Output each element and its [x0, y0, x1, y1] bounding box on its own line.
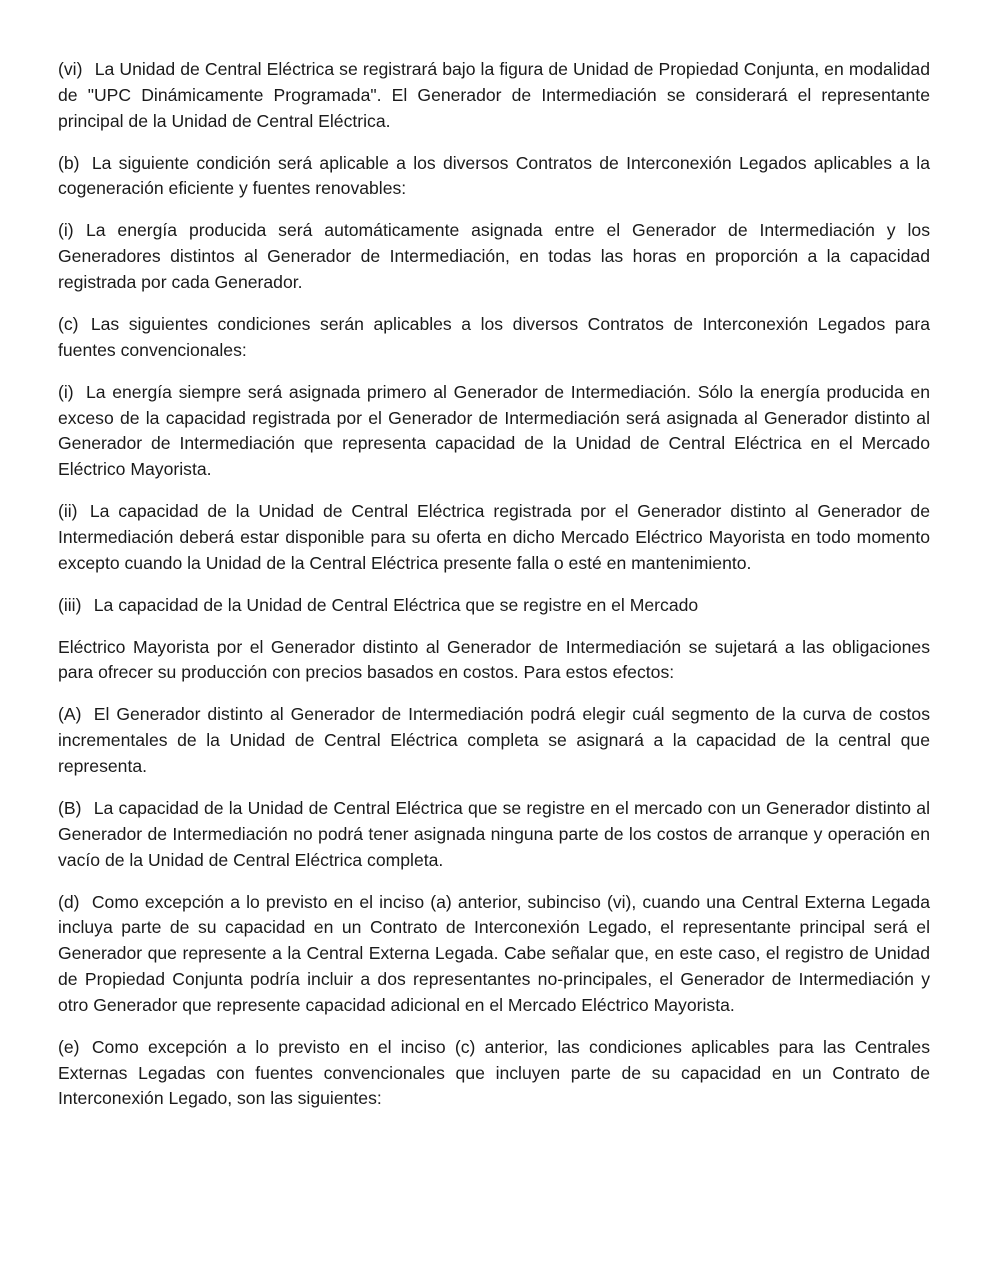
paragraph — [58, 702, 930, 779]
paragraph-text: Las siguientes condiciones serán aplicables a los diversos Contratos de Interconexión Legados para fuentes convencionales: — [58, 313, 930, 360]
paragraph-text: Como excepción a lo previsto en el inciso (a) anterior, subinciso (vi), cuando una Central Externa Legada incluya parte de su capacidad en un Contrato de Interconexión Legado, el representante principal será el Generador que represente a la Central Externa Legada. Cabe señalar que, en este caso, el registro de Unidad de Propiedad Conjunta podría incluir a dos representantes no-principales, el Generador de Intermediación y otro Generador que represente capacidad adicional en el Mercado Eléctrico Mayorista. — [58, 891, 930, 1015]
paragraph — [58, 151, 930, 203]
paragraph-label: (i) — [58, 220, 74, 241]
paragraph — [58, 890, 930, 1019]
paragraph — [58, 1035, 930, 1112]
document-page — [58, 57, 930, 1128]
paragraph-text: Eléctrico Mayorista por el Generador distinto al Generador de Intermediación se sujetará a las obligaciones para ofrecer su producción con precios basados en costos. Para estos efectos: — [58, 636, 930, 683]
paragraph-label: (c) — [58, 313, 79, 334]
paragraph — [58, 593, 930, 619]
paragraph — [58, 796, 930, 873]
paragraph-label: (vi) — [58, 59, 83, 79]
paragraph-text: La siguiente condición será aplicable a los diversos Contratos de Interconexión Legados aplicables a la cogeneración eficiente y fuentes renovables: — [58, 152, 930, 199]
paragraph — [58, 57, 930, 134]
paragraph-label: (d) — [58, 891, 80, 912]
paragraph — [58, 635, 930, 687]
paragraph-text: La Unidad de Central Eléctrica se registrará bajo la figura de Unidad de Propiedad Conjunta, en modalidad de "UPC Dinámicamente Programada". El Generador de Intermediación se considerará el representante principal de la Unidad de Central Eléctrica. — [58, 59, 930, 131]
paragraph-text: La energía producida será automáticamente asignada entre el Generador de Intermediación y los Generadores distintos al Generador de Intermediación, en todas las horas en proporción a la capacidad registrada por cada Generador. — [58, 220, 930, 292]
paragraph-label: (i) — [58, 381, 74, 402]
paragraph-text: El Generador distinto al Generador de Intermediación podrá elegir cuál segmento de la curva de costos incrementales de la Unidad de Central Eléctrica completa se asignará a la capacidad de la central que representa. — [58, 704, 930, 777]
paragraph-label: (b) — [58, 152, 80, 173]
paragraph-label: (iii) — [58, 594, 82, 615]
paragraph — [58, 218, 930, 295]
paragraph-label: (ii) — [58, 501, 78, 522]
paragraph-label: (A) — [58, 704, 82, 725]
paragraph — [58, 499, 930, 576]
paragraph-text: La energía siempre será asignada primero al Generador de Intermediación. Sólo la energía producida en exceso de la capacidad registrada por el Generador de Intermediación será asignada al Generador distinto al Generador de Intermediación que representa capacidad de la Unidad de Central Eléctrica en el Mercado Eléctrico Mayorista. — [58, 381, 930, 480]
paragraph — [58, 312, 930, 364]
paragraph-text: La capacidad de la Unidad de Central Eléctrica que se registre en el Mercado — [93, 594, 699, 615]
paragraph-label: (e) — [58, 1036, 80, 1057]
paragraph — [58, 380, 930, 483]
paragraph-text: La capacidad de la Unidad de Central Eléctrica que se registre en el mercado con un Generador distinto al Generador de Intermediación no podrá tener asignada ninguna parte de los costos de arranque y operación en vacío de la Unidad de Central Eléctrica completa. — [58, 798, 930, 870]
paragraph-text: Como excepción a lo previsto en el inciso (c) anterior, las condiciones aplicables para las Centrales Externas Legadas con fuentes convencionales que incluyen parte de su capacidad en un Contrato de Interconexión Legado, son las siguientes: — [58, 1036, 930, 1109]
paragraph-text: La capacidad de la Unidad de Central Eléctrica registrada por el Generador distinto al Generador de Intermediación deberá estar disponible para su oferta en dicho Mercado Eléctrico Mayorista en todo momento excepto cuando la Unidad de la Central Eléctrica presente falla o esté en mantenimiento. — [58, 501, 930, 573]
paragraph-label: (B) — [58, 798, 82, 819]
